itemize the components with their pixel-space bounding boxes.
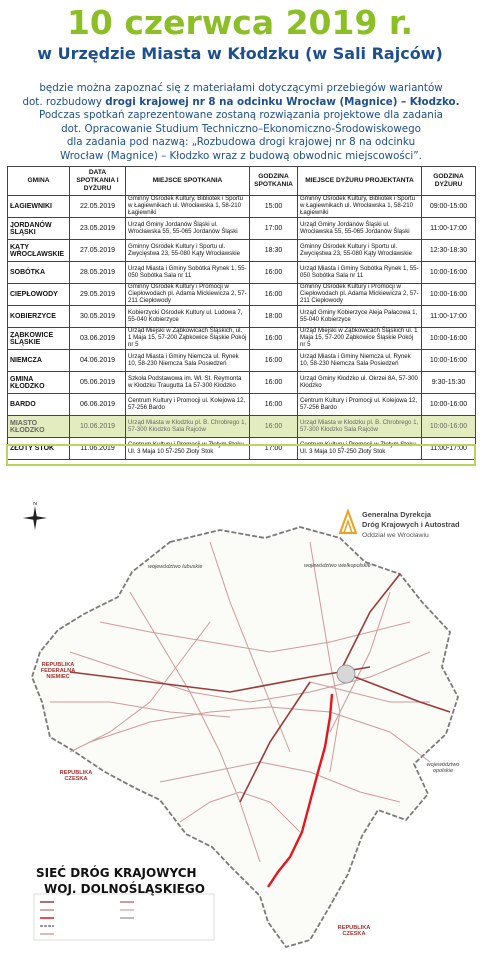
column-header: DATA SPOTKANIA I DYŻURU [70,167,126,196]
cell-meeting-time: 17:00 [250,438,298,460]
cell-duty-time: 10:00-16:00 [422,416,476,438]
meeting-schedule-table [7,166,476,460]
intro-line: Wrocław (Magnice) – Kłodzko wraz z budową obwodnic miejscowości”. [60,149,422,162]
cell-meeting-place: Gminny Ośrodek Kultury i Sportu ul. Zwycięstwa 23, 55-080 Kąty Wrocławskie [126,240,250,262]
cell-duty-place: Urząd Gminy Kobierzyce Aleja Pałacowa 1, 55-040 Kobierzyce [298,306,422,328]
map-title: SIEĆ DRÓG KRAJOWYCH [36,866,197,880]
cell-meeting-time: 16:00 [250,372,298,394]
intro-text-bold: drogi krajowej nr 8 na odcinku Wrocław (Magnice) – Kłodzko. [105,95,460,108]
cell-meeting-time: 16:00 [250,262,298,284]
region-label-lubuskie: województwo lubuskie [148,564,203,570]
cell-gmina: GMINA KŁODZKO [8,372,70,394]
cell-duty-place: Urząd Miasta i Gminy Niemcza ul. Rynek 10, 58-230 Niemcza Sala Posiedzeń [298,350,422,372]
table-row [8,262,476,284]
table-row [8,438,476,460]
cell-meeting-place: Urząd Gminy Jordanów Śląski ul. Wrocławska 55, 55-065 Jordanów Śląski [126,218,250,240]
cell-duty-time: 09:00-15:00 [422,196,476,218]
svg-text:N: N [33,502,37,507]
table-row [8,218,476,240]
cell-gmina: ZŁOTY STOK [8,438,70,460]
cell-date: 29.05.2019 [70,284,126,306]
cell-meeting-time: 18:00 [250,306,298,328]
table-row [8,372,476,394]
cell-gmina: SOBÓTKA [8,262,70,284]
cell-meeting-time: 18:30 [250,240,298,262]
cell-duty-time: 10:00-16:00 [422,328,476,350]
cell-duty-time: 11:00-17:00 [422,438,476,460]
logo-line: Dróg Krajowych i Autostrad [362,520,460,529]
cell-meeting-place: Kobierzycki Ośrodek Kultury ul. Ludowa 7, 55-040 Kobierzyce [126,306,250,328]
cell-date: 23.05.2019 [70,218,126,240]
intro-text-plain: dot. rozbudowy [22,95,106,108]
cell-gmina: CIEPŁOWODY [8,284,70,306]
cell-duty-place: Urząd Miasta w Kłodzku pl. B. Chrobrego 1, 57-300 Kłodzko Sala Rajców [298,416,422,438]
cell-gmina: MIASTO KŁODZKO [8,416,70,438]
cell-duty-time: 9:30-15:30 [422,372,476,394]
cell-meeting-place: Centrum Kultury i Promocji w Złotym Stoku Ul. 3 Maja 10 57-250 Złoty Stok [126,438,250,460]
cell-meeting-place: Gminny Ośrodek Kultury i Promocji w Ciepłowodach pl. Adama Mickiewicza 2, 57-211 Ciepłowody [126,284,250,306]
table-row [8,350,476,372]
cell-date: 22.05.2019 [70,196,126,218]
cell-date: 11.06.2019 [70,438,126,460]
table-row [8,394,476,416]
cell-duty-time: 11:00-17:00 [422,306,476,328]
cell-duty-time: 12:30-18:30 [422,240,476,262]
intro-line: dla zadania pod nazwą: „Rozbudowa drogi krajowej nr 8 na odcinku [66,136,416,148]
cell-gmina: KĄTY WROCŁAWSKIE [8,240,70,262]
page-title: 10 czerwca 2019 r. [66,3,414,42]
cell-meeting-place: Urząd Miejski w Ząbkowicach Śląskich, ul. 1 Maja 15, 57-200 Ząbkowice Śląskie Pokój nr 5 [126,328,250,350]
cell-date: 27.05.2019 [70,240,126,262]
intro-text [8,82,474,163]
compass-rose-icon [23,502,47,530]
cell-meeting-place: Urząd Miasta i Gminy Sobótka Rynek 1, 55-050 Sobótka Sala nr 11 [126,262,250,284]
wroclaw-city-marker [337,665,355,683]
cell-meeting-time: 15:00 [250,196,298,218]
table-row [8,240,476,262]
column-header: GMINA [8,167,70,196]
cell-meeting-place: Urząd Miasta w Kłodzku pl. B. Chrobrego 1, 57-300 Kłodzko Sala Rajców [126,416,250,438]
cell-date: 10.06.2019 [70,416,126,438]
country-label-germany: REPUBLIKA FEDERALNA NIEMIEC [40,662,76,680]
cell-date: 05.06.2019 [70,372,126,394]
cell-duty-place: Urząd Gminy Jordanów Śląski ul. Wrocławska 55, 55-065 Jordanów Śląski [298,218,422,240]
logo-line: Generalna Dyrekcja [362,510,432,519]
intro-line [8,96,474,110]
intro-line: będzie można zapoznać się z materiałami dotyczącymi przebiegów wariantów [39,82,443,94]
country-label-czech-west: REPUBLIKA CZESKA [59,770,93,782]
cell-gmina: NIEMCZA [8,350,70,372]
cell-date: 04.06.2019 [70,350,126,372]
table-header-row [8,167,476,196]
cell-gmina: ZĄBKOWICE ŚLĄSKIE [8,328,70,350]
cell-date: 28.05.2019 [70,262,126,284]
cell-meeting-place: Centrum Kultury i Promocji ul. Kolejowa 12, 57-256 Bardo [126,394,250,416]
cell-gmina: BARDO [8,394,70,416]
cell-duty-time: 10:00-16:00 [422,262,476,284]
cell-duty-place: Urząd Miejski w Ząbkowicach Śląskich ul. 1 Maja 15, 57-200 Ząbkowice Śląskie Pokój nr 5 [298,328,422,350]
map-subtitle: WOJ. DOLNOŚLĄSKIEGO [44,882,205,896]
cell-duty-place: Gminny Ośrodek Kultury, Bibliotek i Sportu w Łagiewnikach ul. Wrocławska 1, 58-210 Łagiewniki [298,196,422,218]
country-label-czech-south: REPUBLIKA CZESKA [337,925,371,937]
cell-duty-place: Centrum Kultury i Promocji w Złotym Stoku Ul. 3 Maja 10 57-250 Złoty Stok [298,438,422,460]
table-row [8,416,476,438]
cell-duty-time: 10:00-16:00 [422,284,476,306]
cell-meeting-time: 16:00 [250,416,298,438]
cell-meeting-time: 16:00 [250,284,298,306]
cell-meeting-place: Urząd Miasta i Gminy Niemcza ul. Rynek 10, 58-230 Niemcza Sala Posiedzeń [126,350,250,372]
column-header: GODZINA SPOTKANIA [250,167,298,196]
cell-duty-place: Urząd Miasta i Gminy Sobótka Rynek 1, 55-050 Sobótka Sala nr 11 [298,262,422,284]
cell-date: 06.06.2019 [70,394,126,416]
map-legend [34,894,214,940]
cell-gmina: JORDANÓW ŚLĄSKI [8,218,70,240]
cell-meeting-time: 17:00 [250,218,298,240]
page-subtitle: w Urzędzie Miasta w Kłodzku (w Sali Rajców) [37,44,443,63]
table-row [8,306,476,328]
column-header: GODZINA DYŻURU [422,167,476,196]
cell-duty-time: 11:00-17:00 [422,218,476,240]
intro-line: Podczas spotkań zaprezentowane zostaną rozwiązania projektowe dla zadania [38,109,443,121]
logo-line: Oddział we Wrocławiu [362,532,429,539]
cell-date: 03.06.2019 [70,328,126,350]
intro-line: dot. Opracowanie Studium Techniczno–Ekonomiczno-Środowiskowego [61,122,421,135]
cell-duty-time: 10:00-16:00 [422,394,476,416]
table-row [8,284,476,306]
cell-gmina: KOBIERZYCE [8,306,70,328]
cell-meeting-place: Szkoła Podstawowa im. Wł. St. Reymonta w Kłodzku Traugutta 1a 57-300 Kłodzko [126,372,250,394]
region-label-wielkopolskie: województwo wielkopolskie [304,563,371,569]
column-header: MIEJSCE SPOTKANIA [126,167,250,196]
cell-duty-place: Centrum Kultury i Promocji ul. Kolejowa 12, 57-256 Bardo [298,394,422,416]
cell-duty-time: 10:00-16:00 [422,350,476,372]
cell-date: 30.05.2019 [70,306,126,328]
cell-meeting-time: 16:00 [250,328,298,350]
cell-meeting-place: Gminny Ośrodek Kultury, Bibliotek i Sportu w Łagiewnikach ul. Wrocławska 1, 58-210 Łagiewniki [126,196,250,218]
table-row [8,328,476,350]
cell-meeting-time: 16:00 [250,394,298,416]
cell-meeting-time: 16:00 [250,350,298,372]
cell-duty-place: Gminny Ośrodek Kultury i Sportu ul. Zwycięstwa 23, 55-080 Kąty Wrocławskie [298,240,422,262]
column-header: MIEJSCE DYŻURU PROJEKTANTA [298,167,422,196]
cell-duty-place: Urząd Gminy Kłodzko ul. Okrzei 8A, 57-300 Kłodzko [298,372,422,394]
table-row [8,196,476,218]
cell-duty-place: Gminny Ośrodek Kultury i Promocji w Ciepłowodach pl. Adama Mickiewicza 2, 57-211 Ciepłowody [298,284,422,306]
region-label-opolskie: województwo opolskie [426,762,460,774]
cell-gmina: ŁAGIEWNIKI [8,196,70,218]
